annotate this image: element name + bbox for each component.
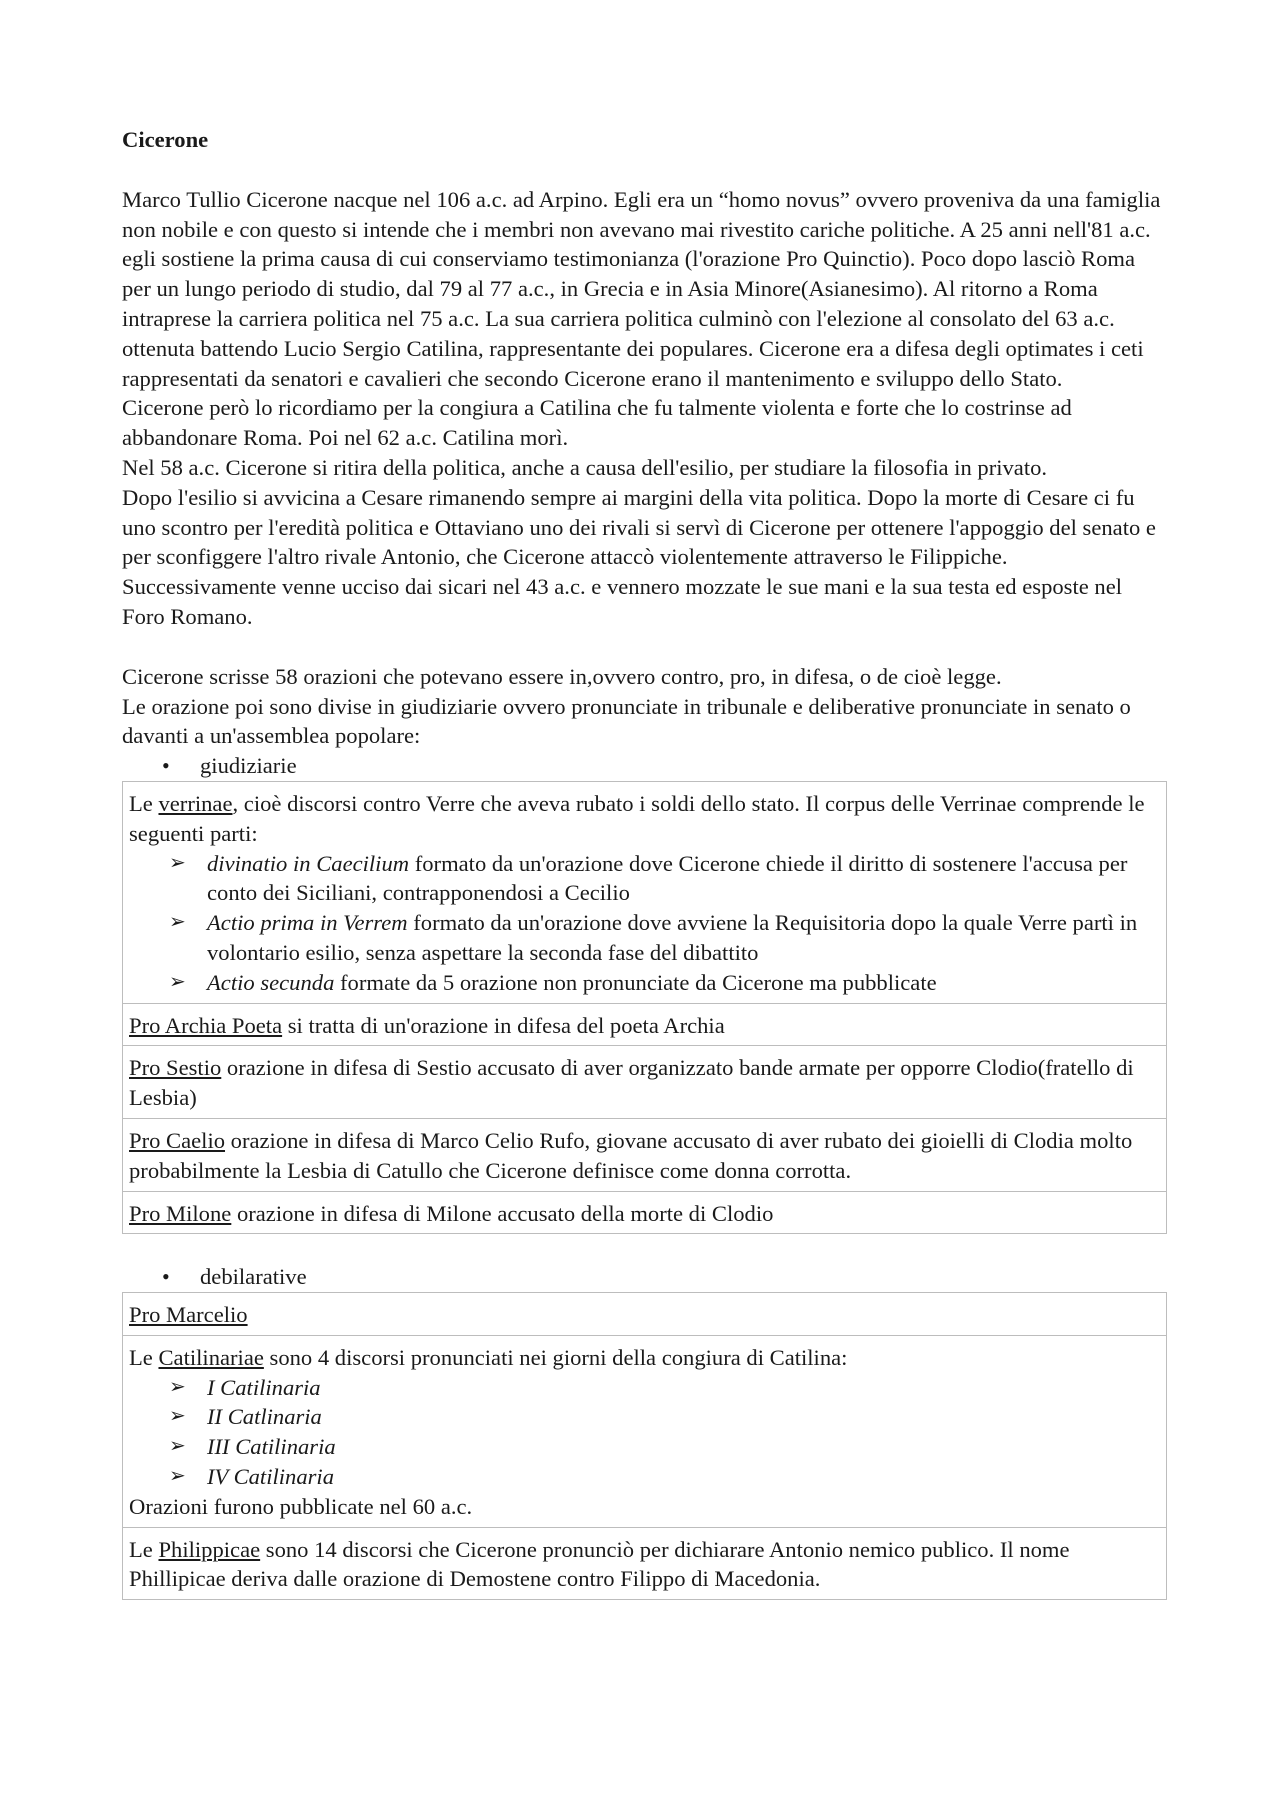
item-italic: Actio prima in Verrem <box>207 910 408 936</box>
table-row <box>123 1003 1167 1046</box>
arrow-bullet-icon: ➢ <box>169 1375 186 1398</box>
verrinae-prefix: Le <box>129 790 159 816</box>
catilinariae-text: sono 4 discorsi pronunciati nei giorni della congiura di Catilina: <box>263 1344 848 1370</box>
milone-cell <box>123 1191 1167 1234</box>
item-italic: IV Catilinaria <box>207 1464 335 1490</box>
item-italic: divinatio in Caecilium <box>207 850 410 876</box>
row-title: Pro Milone <box>129 1200 232 1226</box>
table-row <box>123 1335 1167 1527</box>
section-heading-label: debilarative <box>200 1264 307 1290</box>
intro-paragraph-2: Cicerone però lo ricordiamo per la congiura a Catilina che fu talmente violenta e forte che lo costrinse ad abbandonare Roma. Poi nel 62 a.c. Catilina morì. <box>122 395 1072 451</box>
item-text: formato da un'orazione dove Cicerone chiede il diritto di sostenere l'accusa per conto dei Siciliani, contrapponendosi a Cecilio <box>207 850 1128 906</box>
catilinariae-footer: Orazioni furono pubblicate nel 60 a.c. <box>129 1493 473 1519</box>
giudiziarie-table <box>122 781 1167 1234</box>
table-row <box>123 1527 1167 1600</box>
document-title: Cicerone <box>122 127 209 152</box>
catilinariae-prefix: Le <box>129 1344 159 1370</box>
section-heading-label: giudiziarie <box>200 753 297 779</box>
table-row <box>123 1191 1167 1234</box>
list-item <box>129 968 1160 998</box>
table-row <box>123 781 1167 1003</box>
document-page <box>122 125 1167 1600</box>
row-text: orazione in difesa di Marco Celio Rufo, giovane accusato di aver rubato dei gioielli di Clodia molto probabilmente la Lesbia di Catullo che Cicerone definisce come donna corrotta. <box>129 1127 1133 1183</box>
arrow-bullet-icon: ➢ <box>169 911 186 934</box>
list-item <box>129 908 1160 968</box>
archia-cell <box>123 1003 1167 1046</box>
debilarative-table <box>122 1292 1167 1600</box>
philippicae-text: sono 14 discorsi che Cicerone pronunciò per dichiarare Antonio nemico publico. Il nome Phillipicae deriva dalle orazione di Demostene contro Filippo di Macedonia. <box>129 1536 1070 1592</box>
item-italic: I Catilinaria <box>207 1374 321 1400</box>
intro-paragraph-4: Dopo l'esilio si avvicina a Cesare rimanendo sempre ai margini della vita politica. Dopo la morte di Cesare ci fu uno scontro per l'eredità politica e Ottaviano uno dei rivali si servì di Cicerone per ottenere l'appoggio del senato e per sconfiggere l'altro rivale Antonio, che Cicerone attaccò violentemente attraverso le Filippiche. Successivamente venne ucciso dai sicari nel 43 a.c. e vennero mozzate le sue mani e la sua testa ed esposte nel Foro Romano. <box>122 484 1156 629</box>
item-italic: Actio secunda <box>207 969 335 995</box>
arrow-bullet-icon: ➢ <box>169 1405 186 1428</box>
row-title: Pro Caelio <box>129 1127 226 1153</box>
sestio-cell <box>123 1046 1167 1119</box>
list-item <box>129 1402 1160 1432</box>
row-title: Pro Marcelio <box>129 1302 248 1328</box>
arrow-bullet-icon: ➢ <box>169 970 186 993</box>
row-title: Pro Archia Poeta <box>129 1012 283 1038</box>
item-text: formato da un'orazione dove avviene la Requisitoria dopo la quale Verre partì in volontario esilio, senza aspettare la seconda fase del dibattito <box>207 910 1138 965</box>
philippicae-title: Philippicae <box>158 1536 261 1562</box>
verrinae-cell <box>123 781 1167 1003</box>
philippicae-cell <box>123 1527 1167 1600</box>
philippicae-prefix: Le <box>129 1536 159 1562</box>
arrow-bullet-icon: ➢ <box>169 1435 186 1458</box>
list-item <box>129 1432 1160 1462</box>
row-text: orazione in difesa di Milone accusato della morte di Clodio <box>231 1200 774 1226</box>
item-italic: II Catlinaria <box>207 1404 322 1430</box>
list-item <box>129 1373 1160 1403</box>
catilinariae-cell <box>123 1335 1167 1527</box>
marcelio-cell <box>123 1293 1167 1336</box>
verrinae-text: , cioè discorsi contro Verre che aveva rubato i soldi dello stato. Il corpus delle Verrinae comprende le seguenti parti: <box>129 790 1145 846</box>
intro-paragraph-1: Marco Tullio Cicerone nacque nel 106 a.c. ad Arpino. Egli era un “homo novus” ovvero proveniva da una famiglia non nobile e con questo si intende che i membri non avevano mai rivestito cariche politiche. A 25 anni nell'81 a.c. egli sostiene la prima causa di cui conserviamo testimonianza (l'orazione Pro Quinctio). Poco dopo lasciò Roma per un lungo periodo di studio, dal 79 al 77 a.c., in Grecia e in Asia Minore(Asianesimo). Al ritorno a Roma intraprese la carriera politica nel 75 a.c. La sua carriera politica culminò con l'elezione al consolato del 63 a.c. ottenuta battendo Lucio Sergio Catilina, rappresentante dei populares. Cicerone era a difesa degli optimates i ceti rappresentati da senatori e cavalieri che secondo Cicerone erano il mantenimento e sviluppo dello Stato. <box>122 186 1161 391</box>
caelio-cell <box>123 1118 1167 1191</box>
item-italic: III Catilinaria <box>207 1434 336 1460</box>
section-heading-giudiziarie <box>122 751 1167 781</box>
table-row <box>123 1046 1167 1119</box>
orations-paragraph-2: Le orazione poi sono divise in giudiziarie ovvero pronunciate in tribunale e deliberative pronunciate in senato o davanti a un'assemblea popolare: <box>122 693 1131 749</box>
orations-paragraph-1: Cicerone scrisse 58 orazioni che potevano essere in,ovvero contro, pro, in difesa, o de cioè legge. <box>122 663 1002 689</box>
list-item <box>129 1462 1160 1492</box>
table-row <box>123 1293 1167 1336</box>
catilinariae-list <box>129 1373 1160 1492</box>
bullet-icon: • <box>162 753 170 779</box>
arrow-bullet-icon: ➢ <box>169 851 186 874</box>
bullet-icon: • <box>162 1264 170 1290</box>
list-item <box>129 849 1160 909</box>
verrinae-title: verrinae <box>158 790 233 816</box>
arrow-bullet-icon: ➢ <box>169 1465 186 1488</box>
section-heading-debilarative <box>122 1262 1167 1292</box>
row-text: si tratta di un'orazione in difesa del poeta Archia <box>282 1012 725 1038</box>
item-text: formate da 5 orazione non pronunciate da Cicerone ma pubblicate <box>334 969 937 995</box>
row-text: orazione in difesa di Sestio accusato di aver organizzato bande armate per opporre Clodio(fratello di Lesbia) <box>129 1055 1134 1111</box>
intro-paragraph-3: Nel 58 a.c. Cicerone si ritira della politica, anche a causa dell'esilio, per studiare la filosofia in privato. <box>122 454 1048 480</box>
catilinariae-title: Catilinariae <box>158 1344 264 1370</box>
verrinae-list <box>129 849 1160 998</box>
row-title: Pro Sestio <box>129 1055 222 1081</box>
table-row <box>123 1118 1167 1191</box>
